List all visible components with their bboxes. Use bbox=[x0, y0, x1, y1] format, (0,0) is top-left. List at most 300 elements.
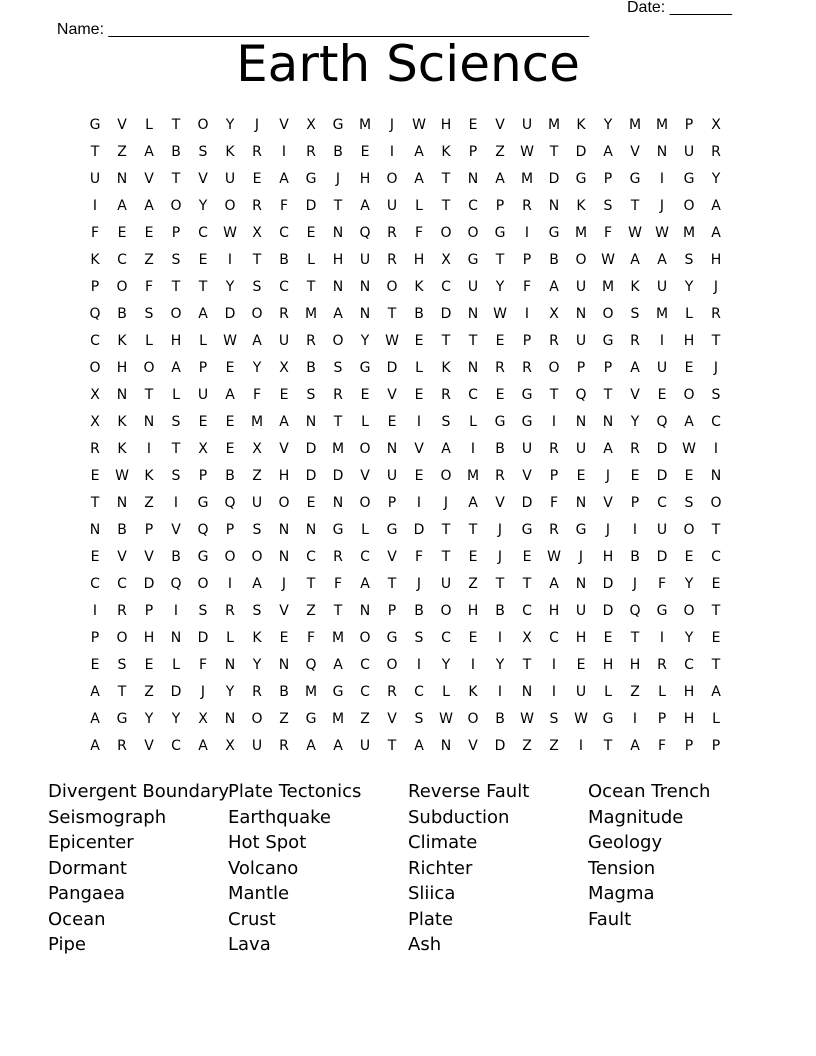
grid-letter[interactable]: C bbox=[468, 198, 479, 214]
grid-letter[interactable]: V bbox=[171, 522, 182, 538]
grid-letter[interactable]: G bbox=[332, 684, 345, 700]
grid-letter[interactable]: N bbox=[332, 279, 345, 295]
grid-letter[interactable]: H bbox=[683, 711, 696, 727]
grid-letter[interactable]: Y bbox=[684, 279, 695, 295]
grid-letter[interactable]: A bbox=[414, 738, 425, 754]
grid-letter[interactable]: O bbox=[278, 495, 291, 511]
grid-letter[interactable]: J bbox=[443, 495, 450, 511]
grid-letter[interactable]: A bbox=[630, 360, 641, 376]
grid-letter[interactable]: Y bbox=[225, 279, 236, 295]
grid-letter[interactable]: N bbox=[116, 495, 129, 511]
grid-letter[interactable]: H bbox=[602, 657, 615, 673]
grid-letter[interactable]: B bbox=[117, 306, 128, 322]
grid-letter[interactable]: M bbox=[574, 225, 589, 241]
grid-letter[interactable]: J bbox=[416, 576, 423, 592]
grid-letter[interactable]: W bbox=[547, 549, 562, 565]
grid-letter[interactable]: W bbox=[655, 225, 670, 241]
grid-letter[interactable]: N bbox=[89, 522, 102, 538]
grid-letter[interactable]: L bbox=[226, 630, 235, 646]
grid-letter[interactable]: R bbox=[306, 144, 317, 160]
grid-letter[interactable]: N bbox=[602, 414, 615, 430]
grid-letter[interactable]: K bbox=[90, 252, 101, 268]
grid-letter[interactable]: B bbox=[279, 252, 290, 268]
grid-letter[interactable]: G bbox=[332, 522, 345, 538]
grid-letter[interactable]: G bbox=[575, 522, 588, 538]
grid-letter[interactable]: Y bbox=[252, 657, 263, 673]
grid-letter[interactable]: G bbox=[305, 711, 318, 727]
grid-letter[interactable]: O bbox=[440, 603, 453, 619]
grid-letter[interactable]: B bbox=[171, 549, 182, 565]
grid-letter[interactable]: C bbox=[90, 333, 101, 349]
grid-letter[interactable]: V bbox=[495, 495, 506, 511]
grid-letter[interactable]: U bbox=[575, 279, 588, 295]
grid-letter[interactable]: O bbox=[197, 117, 210, 133]
grid-letter[interactable]: H bbox=[440, 117, 453, 133]
grid-letter[interactable]: V bbox=[603, 495, 614, 511]
grid-letter[interactable]: V bbox=[630, 387, 641, 403]
grid-letter[interactable]: S bbox=[117, 657, 128, 673]
grid-letter[interactable]: T bbox=[333, 198, 344, 214]
grid-letter[interactable]: O bbox=[683, 522, 696, 538]
grid-letter[interactable]: R bbox=[117, 738, 128, 754]
grid-letter[interactable]: P bbox=[90, 630, 101, 646]
grid-letter[interactable]: S bbox=[684, 495, 695, 511]
grid-letter[interactable]: Y bbox=[684, 630, 695, 646]
grid-letter[interactable]: X bbox=[522, 630, 533, 646]
grid-letter[interactable]: G bbox=[521, 522, 534, 538]
grid-letter[interactable]: J bbox=[200, 684, 207, 700]
grid-letter[interactable]: D bbox=[143, 576, 156, 592]
grid-letter[interactable]: Q bbox=[197, 522, 210, 538]
grid-letter[interactable]: E bbox=[576, 468, 587, 484]
grid-letter[interactable]: E bbox=[387, 414, 398, 430]
grid-letter[interactable]: P bbox=[144, 603, 155, 619]
grid-letter[interactable]: A bbox=[630, 738, 641, 754]
grid-letter[interactable]: A bbox=[144, 144, 155, 160]
grid-letter[interactable]: T bbox=[549, 144, 560, 160]
grid-letter[interactable]: G bbox=[629, 171, 642, 187]
grid-letter[interactable]: T bbox=[495, 576, 506, 592]
grid-letter[interactable]: O bbox=[683, 603, 696, 619]
grid-letter[interactable]: E bbox=[117, 225, 128, 241]
grid-letter[interactable]: T bbox=[198, 279, 209, 295]
grid-letter[interactable]: D bbox=[305, 198, 318, 214]
grid-letter[interactable]: G bbox=[494, 225, 507, 241]
grid-letter[interactable]: R bbox=[387, 684, 398, 700]
grid-letter[interactable]: H bbox=[332, 252, 345, 268]
grid-letter[interactable]: G bbox=[332, 117, 345, 133]
grid-letter[interactable]: E bbox=[495, 333, 506, 349]
grid-letter[interactable]: V bbox=[414, 441, 425, 457]
grid-letter[interactable]: R bbox=[90, 441, 101, 457]
grid-letter[interactable]: Y bbox=[684, 576, 695, 592]
grid-letter[interactable]: Y bbox=[198, 198, 209, 214]
grid-letter[interactable]: H bbox=[143, 630, 156, 646]
grid-letter[interactable]: P bbox=[576, 360, 587, 376]
grid-letter[interactable]: A bbox=[333, 738, 344, 754]
grid-letter[interactable]: L bbox=[469, 414, 478, 430]
grid-letter[interactable]: T bbox=[441, 549, 452, 565]
grid-letter[interactable]: T bbox=[90, 495, 101, 511]
grid-letter[interactable]: E bbox=[306, 495, 317, 511]
grid-letter[interactable]: I bbox=[470, 657, 477, 673]
grid-letter[interactable]: R bbox=[711, 306, 722, 322]
grid-letter[interactable]: R bbox=[549, 441, 560, 457]
grid-letter[interactable]: C bbox=[657, 495, 668, 511]
grid-letter[interactable]: E bbox=[90, 657, 101, 673]
grid-letter[interactable]: H bbox=[548, 603, 561, 619]
grid-letter[interactable]: A bbox=[198, 738, 209, 754]
grid-letter[interactable]: K bbox=[576, 117, 587, 133]
grid-letter[interactable]: E bbox=[198, 252, 209, 268]
grid-letter[interactable]: W bbox=[223, 225, 238, 241]
grid-letter[interactable]: G bbox=[602, 333, 615, 349]
grid-letter[interactable]: I bbox=[497, 630, 504, 646]
grid-letter[interactable]: E bbox=[657, 387, 668, 403]
grid-letter[interactable]: E bbox=[252, 171, 263, 187]
grid-letter[interactable]: Q bbox=[656, 414, 669, 430]
grid-letter[interactable]: G bbox=[494, 414, 507, 430]
grid-letter[interactable]: N bbox=[575, 414, 588, 430]
grid-letter[interactable]: Z bbox=[360, 711, 371, 727]
grid-letter[interactable]: C bbox=[441, 279, 452, 295]
grid-letter[interactable]: Z bbox=[279, 711, 290, 727]
grid-letter[interactable]: O bbox=[251, 711, 264, 727]
grid-letter[interactable]: S bbox=[414, 711, 425, 727]
grid-letter[interactable]: N bbox=[575, 306, 588, 322]
grid-letter[interactable]: L bbox=[361, 414, 370, 430]
grid-letter[interactable]: I bbox=[551, 414, 558, 430]
grid-letter[interactable]: B bbox=[495, 441, 506, 457]
grid-letter[interactable]: U bbox=[386, 198, 399, 214]
grid-letter[interactable]: G bbox=[197, 495, 210, 511]
grid-letter[interactable]: E bbox=[468, 117, 479, 133]
grid-letter[interactable]: G bbox=[548, 225, 561, 241]
grid-letter[interactable]: M bbox=[304, 306, 319, 322]
grid-letter[interactable]: F bbox=[333, 576, 344, 592]
grid-letter[interactable]: U bbox=[683, 144, 696, 160]
grid-letter[interactable]: E bbox=[360, 144, 371, 160]
grid-letter[interactable]: U bbox=[89, 171, 102, 187]
grid-letter[interactable]: I bbox=[713, 441, 720, 457]
grid-letter[interactable]: U bbox=[656, 279, 669, 295]
grid-letter[interactable]: S bbox=[198, 144, 209, 160]
grid-letter[interactable]: W bbox=[412, 117, 427, 133]
grid-letter[interactable]: X bbox=[441, 252, 452, 268]
grid-letter[interactable]: L bbox=[658, 684, 667, 700]
grid-letter[interactable]: I bbox=[227, 252, 234, 268]
grid-letter[interactable]: A bbox=[684, 414, 695, 430]
name-field-line[interactable]: Name: ______________________________________________________ bbox=[56, 21, 589, 38]
grid-letter[interactable]: T bbox=[333, 414, 344, 430]
grid-letter[interactable]: A bbox=[306, 738, 317, 754]
grid-letter[interactable]: E bbox=[198, 414, 209, 430]
grid-letter[interactable]: K bbox=[252, 630, 263, 646]
grid-letter[interactable]: S bbox=[684, 252, 695, 268]
grid-letter[interactable]: X bbox=[198, 441, 209, 457]
grid-letter[interactable]: T bbox=[603, 387, 614, 403]
grid-letter[interactable]: H bbox=[170, 333, 183, 349]
grid-letter[interactable]: O bbox=[575, 252, 588, 268]
grid-letter[interactable]: D bbox=[521, 495, 534, 511]
grid-letter[interactable]: N bbox=[359, 306, 372, 322]
grid-letter[interactable]: D bbox=[305, 441, 318, 457]
grid-letter[interactable]: V bbox=[279, 603, 290, 619]
grid-letter[interactable]: M bbox=[682, 225, 697, 241]
date-field-line[interactable]: Date: _______ bbox=[627, 0, 732, 16]
grid-letter[interactable]: J bbox=[713, 360, 720, 376]
grid-letter[interactable]: T bbox=[603, 738, 614, 754]
grid-letter[interactable]: H bbox=[602, 549, 615, 565]
grid-letter[interactable]: S bbox=[198, 603, 209, 619]
grid-letter[interactable]: A bbox=[414, 144, 425, 160]
grid-letter[interactable]: L bbox=[442, 684, 451, 700]
grid-letter[interactable]: B bbox=[495, 711, 506, 727]
grid-letter[interactable]: X bbox=[549, 306, 560, 322]
grid-letter[interactable]: W bbox=[574, 711, 589, 727]
grid-letter[interactable]: B bbox=[549, 252, 560, 268]
grid-letter[interactable]: S bbox=[711, 387, 722, 403]
grid-letter[interactable]: C bbox=[279, 225, 290, 241]
grid-letter[interactable]: N bbox=[305, 414, 318, 430]
grid-letter[interactable]: R bbox=[252, 684, 263, 700]
grid-letter[interactable]: F bbox=[549, 495, 560, 511]
grid-letter[interactable]: N bbox=[467, 306, 480, 322]
grid-letter[interactable]: V bbox=[468, 738, 479, 754]
grid-letter[interactable]: F bbox=[144, 279, 155, 295]
grid-letter[interactable]: T bbox=[630, 630, 641, 646]
grid-letter[interactable]: N bbox=[170, 630, 183, 646]
grid-letter[interactable]: H bbox=[359, 171, 372, 187]
grid-letter[interactable]: I bbox=[659, 630, 666, 646]
grid-letter[interactable]: L bbox=[307, 252, 316, 268]
grid-letter[interactable]: Y bbox=[630, 414, 641, 430]
grid-letter[interactable]: A bbox=[333, 306, 344, 322]
grid-letter[interactable]: D bbox=[602, 603, 615, 619]
grid-letter[interactable]: A bbox=[90, 711, 101, 727]
grid-letter[interactable]: E bbox=[684, 360, 695, 376]
grid-letter[interactable]: X bbox=[306, 117, 317, 133]
grid-letter[interactable]: Y bbox=[495, 657, 506, 673]
grid-letter[interactable]: E bbox=[468, 549, 479, 565]
grid-letter[interactable]: F bbox=[414, 225, 425, 241]
grid-letter[interactable]: A bbox=[360, 198, 371, 214]
grid-letter[interactable]: N bbox=[575, 576, 588, 592]
grid-letter[interactable]: I bbox=[146, 441, 153, 457]
grid-letter[interactable]: S bbox=[171, 468, 182, 484]
grid-letter[interactable]: E bbox=[576, 657, 587, 673]
grid-letter[interactable]: A bbox=[279, 171, 290, 187]
grid-letter[interactable]: R bbox=[225, 603, 236, 619]
grid-letter[interactable]: E bbox=[279, 630, 290, 646]
grid-letter[interactable]: D bbox=[413, 522, 426, 538]
grid-letter[interactable]: C bbox=[711, 549, 722, 565]
grid-letter[interactable]: I bbox=[551, 684, 558, 700]
grid-letter[interactable]: C bbox=[360, 657, 371, 673]
grid-letter[interactable]: K bbox=[225, 144, 236, 160]
grid-letter[interactable]: J bbox=[578, 549, 585, 565]
grid-letter[interactable]: D bbox=[440, 306, 453, 322]
grid-letter[interactable]: K bbox=[414, 279, 425, 295]
grid-letter[interactable]: S bbox=[171, 252, 182, 268]
grid-letter[interactable]: B bbox=[414, 306, 425, 322]
grid-letter[interactable]: O bbox=[224, 549, 237, 565]
grid-letter[interactable]: J bbox=[497, 522, 504, 538]
grid-letter[interactable]: W bbox=[385, 333, 400, 349]
grid-letter[interactable]: X bbox=[90, 387, 101, 403]
grid-letter[interactable]: T bbox=[711, 603, 722, 619]
grid-letter[interactable]: L bbox=[415, 360, 424, 376]
grid-letter[interactable]: O bbox=[710, 495, 723, 511]
grid-letter[interactable]: U bbox=[575, 333, 588, 349]
grid-letter[interactable]: N bbox=[278, 549, 291, 565]
grid-letter[interactable]: I bbox=[632, 711, 639, 727]
grid-letter[interactable]: E bbox=[225, 360, 236, 376]
grid-letter[interactable]: I bbox=[470, 441, 477, 457]
grid-letter[interactable]: R bbox=[711, 144, 722, 160]
grid-letter[interactable]: T bbox=[441, 522, 452, 538]
grid-letter[interactable]: D bbox=[656, 441, 669, 457]
grid-letter[interactable]: A bbox=[198, 306, 209, 322]
grid-letter[interactable]: R bbox=[387, 225, 398, 241]
grid-letter[interactable]: E bbox=[90, 549, 101, 565]
grid-letter[interactable]: A bbox=[630, 252, 641, 268]
grid-letter[interactable]: G bbox=[683, 171, 696, 187]
grid-letter[interactable]: E bbox=[711, 576, 722, 592]
grid-letter[interactable]: U bbox=[656, 360, 669, 376]
grid-letter[interactable]: A bbox=[441, 441, 452, 457]
grid-letter[interactable]: B bbox=[171, 144, 182, 160]
grid-letter[interactable]: N bbox=[575, 495, 588, 511]
grid-letter[interactable]: B bbox=[306, 360, 317, 376]
grid-letter[interactable]: A bbox=[90, 738, 101, 754]
grid-letter[interactable]: P bbox=[90, 279, 101, 295]
grid-letter[interactable]: T bbox=[306, 279, 317, 295]
grid-letter[interactable]: T bbox=[711, 333, 722, 349]
grid-letter[interactable]: S bbox=[252, 603, 263, 619]
grid-letter[interactable]: W bbox=[493, 306, 508, 322]
grid-letter[interactable]: S bbox=[414, 630, 425, 646]
grid-letter[interactable]: J bbox=[389, 117, 396, 133]
grid-letter[interactable]: A bbox=[414, 171, 425, 187]
grid-letter[interactable]: W bbox=[628, 225, 643, 241]
grid-letter[interactable]: G bbox=[656, 603, 669, 619]
grid-letter[interactable]: U bbox=[224, 171, 237, 187]
grid-letter[interactable]: I bbox=[524, 225, 531, 241]
grid-letter[interactable]: F bbox=[306, 630, 317, 646]
grid-letter[interactable]: J bbox=[632, 576, 639, 592]
grid-letter[interactable]: Z bbox=[144, 252, 155, 268]
grid-letter[interactable]: I bbox=[578, 738, 585, 754]
grid-letter[interactable]: X bbox=[90, 414, 101, 430]
grid-letter[interactable]: D bbox=[332, 468, 345, 484]
grid-letter[interactable]: C bbox=[306, 549, 317, 565]
grid-letter[interactable]: G bbox=[116, 711, 129, 727]
grid-letter[interactable]: H bbox=[467, 603, 480, 619]
grid-letter[interactable]: A bbox=[117, 198, 128, 214]
grid-letter[interactable]: I bbox=[416, 495, 423, 511]
grid-letter[interactable]: P bbox=[198, 468, 209, 484]
grid-letter[interactable]: B bbox=[630, 549, 641, 565]
grid-letter[interactable]: Q bbox=[170, 576, 183, 592]
grid-letter[interactable]: C bbox=[441, 630, 452, 646]
grid-letter[interactable]: E bbox=[144, 225, 155, 241]
grid-letter[interactable]: M bbox=[331, 441, 346, 457]
grid-letter[interactable]: A bbox=[711, 198, 722, 214]
grid-letter[interactable]: H bbox=[413, 252, 426, 268]
grid-letter[interactable]: A bbox=[90, 684, 101, 700]
grid-letter[interactable]: X bbox=[198, 711, 209, 727]
grid-letter[interactable]: K bbox=[144, 468, 155, 484]
grid-letter[interactable]: L bbox=[685, 306, 694, 322]
grid-letter[interactable]: Y bbox=[144, 711, 155, 727]
grid-letter[interactable]: U bbox=[467, 279, 480, 295]
grid-letter[interactable]: T bbox=[90, 144, 101, 160]
grid-letter[interactable]: C bbox=[414, 684, 425, 700]
grid-letter[interactable]: V bbox=[144, 738, 155, 754]
grid-letter[interactable]: E bbox=[360, 387, 371, 403]
grid-letter[interactable]: O bbox=[440, 225, 453, 241]
grid-letter[interactable]: P bbox=[171, 225, 182, 241]
grid-letter[interactable]: N bbox=[116, 171, 129, 187]
grid-letter[interactable]: V bbox=[279, 441, 290, 457]
grid-letter[interactable]: F bbox=[279, 198, 290, 214]
letter-grid[interactable] bbox=[82, 112, 730, 760]
grid-letter[interactable]: H bbox=[629, 657, 642, 673]
grid-letter[interactable]: Q bbox=[224, 495, 237, 511]
grid-letter[interactable]: O bbox=[170, 198, 183, 214]
grid-letter[interactable]: N bbox=[116, 387, 129, 403]
grid-letter[interactable]: R bbox=[387, 252, 398, 268]
grid-letter[interactable]: S bbox=[549, 711, 560, 727]
grid-letter[interactable]: U bbox=[521, 117, 534, 133]
grid-letter[interactable]: V bbox=[387, 549, 398, 565]
grid-letter[interactable]: H bbox=[278, 468, 291, 484]
grid-letter[interactable]: A bbox=[144, 198, 155, 214]
grid-letter[interactable]: S bbox=[252, 522, 263, 538]
grid-letter[interactable]: O bbox=[251, 549, 264, 565]
grid-letter[interactable]: N bbox=[278, 522, 291, 538]
grid-letter[interactable]: P bbox=[522, 252, 533, 268]
grid-letter[interactable]: O bbox=[224, 198, 237, 214]
grid-letter[interactable]: M bbox=[628, 117, 643, 133]
grid-letter[interactable]: F bbox=[252, 387, 263, 403]
grid-letter[interactable]: I bbox=[227, 576, 234, 592]
grid-letter[interactable]: Z bbox=[522, 738, 533, 754]
grid-letter[interactable]: R bbox=[522, 198, 533, 214]
grid-letter[interactable]: O bbox=[143, 360, 156, 376]
grid-letter[interactable]: K bbox=[441, 360, 452, 376]
grid-letter[interactable]: O bbox=[116, 279, 129, 295]
grid-letter[interactable]: R bbox=[549, 333, 560, 349]
grid-letter[interactable]: T bbox=[252, 252, 263, 268]
grid-letter[interactable]: T bbox=[711, 522, 722, 538]
grid-letter[interactable]: Z bbox=[549, 738, 560, 754]
grid-letter[interactable]: K bbox=[441, 144, 452, 160]
grid-letter[interactable]: D bbox=[602, 576, 615, 592]
grid-letter[interactable]: E bbox=[225, 414, 236, 430]
grid-letter[interactable]: L bbox=[199, 333, 208, 349]
grid-letter[interactable]: C bbox=[468, 387, 479, 403]
grid-letter[interactable]: O bbox=[548, 360, 561, 376]
grid-letter[interactable]: R bbox=[333, 387, 344, 403]
grid-letter[interactable]: A bbox=[549, 576, 560, 592]
grid-letter[interactable]: A bbox=[549, 279, 560, 295]
grid-letter[interactable]: U bbox=[575, 684, 588, 700]
grid-letter[interactable]: R bbox=[306, 333, 317, 349]
grid-letter[interactable]: A bbox=[711, 684, 722, 700]
grid-letter[interactable]: U bbox=[251, 738, 264, 754]
